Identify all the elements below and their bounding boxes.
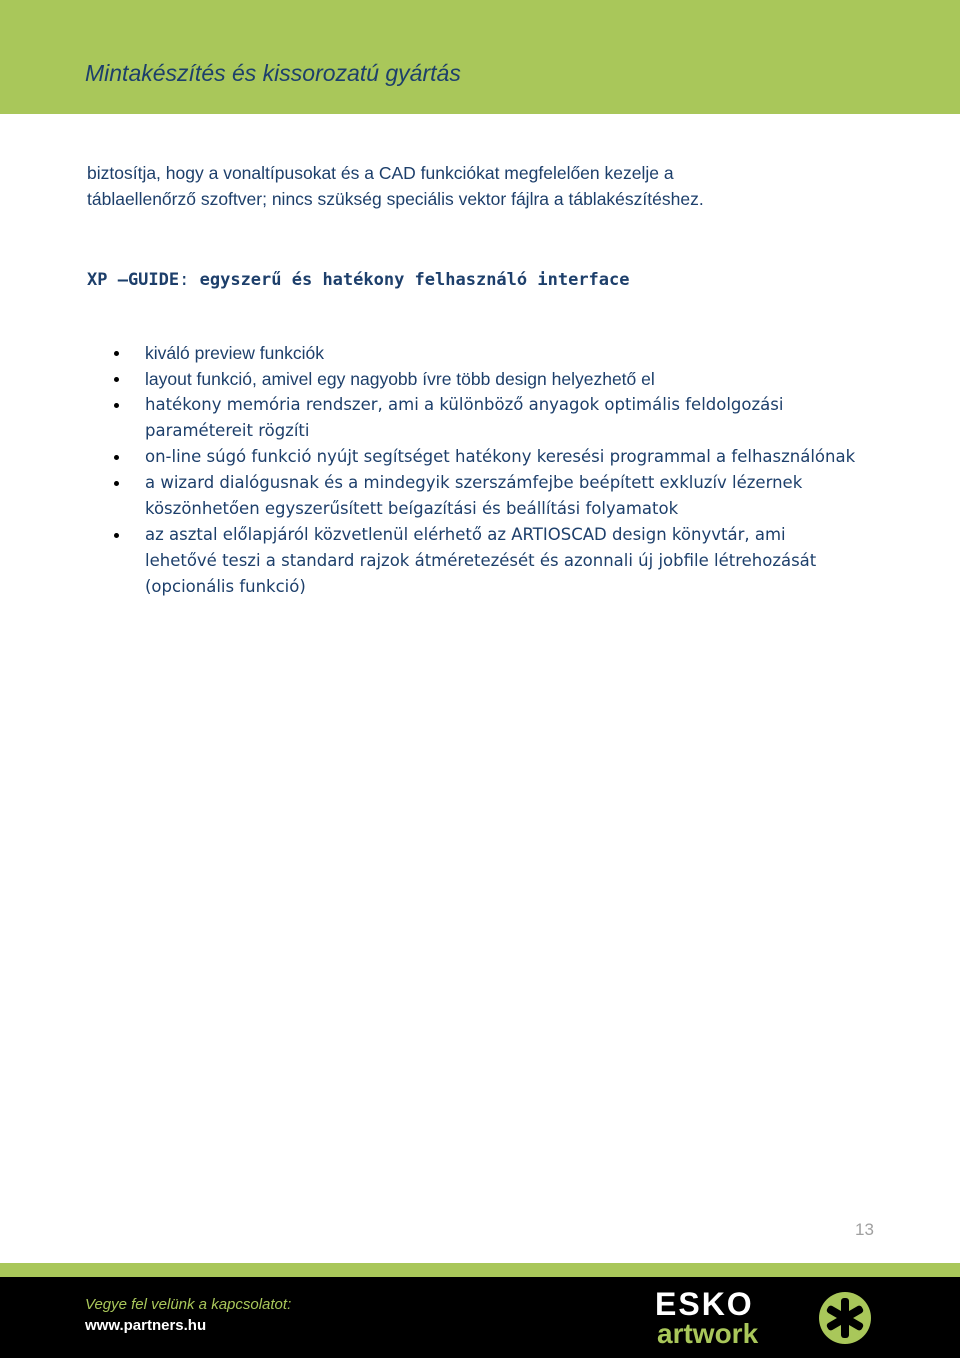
list-item [0, 522, 960, 600]
page-header-title: Mintakészítés és kissorozatú gyártás [85, 60, 461, 86]
intro-paragraph [87, 160, 887, 212]
list-item-text: on-line súgó funkció nyújt segítséget hatékony keresési programmal a felhasználónak [145, 447, 856, 466]
header-band [0, 0, 960, 114]
bullet-icon [114, 351, 119, 356]
page-number: 13 [855, 1220, 874, 1239]
asterisk-logo-icon [819, 1292, 871, 1344]
list-item [0, 444, 960, 470]
intro-line: biztosítja, hogy a vonaltípusokat és a CAD funkciókat megfelelően kezelje a [87, 163, 674, 183]
footer-contact-text: Vegye fel velünk a kapcsolatot: [85, 1296, 292, 1313]
bullet-icon [114, 533, 119, 538]
bullet-icon [114, 377, 119, 382]
feature-list [0, 340, 960, 600]
heading-description: egyszerű és hatékony felhasználó interface [199, 270, 630, 290]
list-item [0, 366, 960, 392]
bullet-icon [114, 403, 119, 408]
list-item [0, 392, 960, 444]
logo-text-bottom: artwork [657, 1318, 759, 1349]
list-item-text: kiváló preview funkciók [145, 343, 324, 363]
list-item [0, 470, 960, 522]
list-item-text: az asztal előlapjáról közvetlenül elérhető az ARTIOSCAD design könyvtár, ami lehetővé teszi a standard rajzok átméretezését és azonnali új jobfile létrehozását (opcionális funkció) [145, 525, 817, 596]
list-item-text: a wizard dialógusnak és a mindegyik szerszámfejbe beépített exkluzív lézernek köszönhetően egyszerűsített beígazítási és beállítási folyamatok [145, 473, 803, 518]
footer-url-link[interactable]: www.partners.hu [85, 1317, 207, 1334]
esko-artwork-logo [655, 1285, 875, 1349]
footer-stripe [0, 1263, 960, 1277]
section-heading [87, 270, 630, 290]
bullet-icon [114, 455, 119, 460]
logo-text-top: ESKO [655, 1286, 754, 1322]
list-item-text: hatékony memória rendszer, ami a különböző anyagok optimális feldolgozási paramétereit rögzíti [145, 395, 784, 440]
heading-product-name: XP –GUIDE [87, 270, 180, 290]
intro-line: táblaellenőrző szoftver; nincs szükség speciális vektor fájlra a táblakészítéshez. [87, 189, 704, 209]
bullet-icon [114, 481, 119, 486]
list-item [0, 340, 960, 366]
heading-colon: : [179, 270, 190, 290]
list-item-text: layout funkció, amivel egy nagyobb ívre több design helyezhető el [145, 369, 655, 389]
